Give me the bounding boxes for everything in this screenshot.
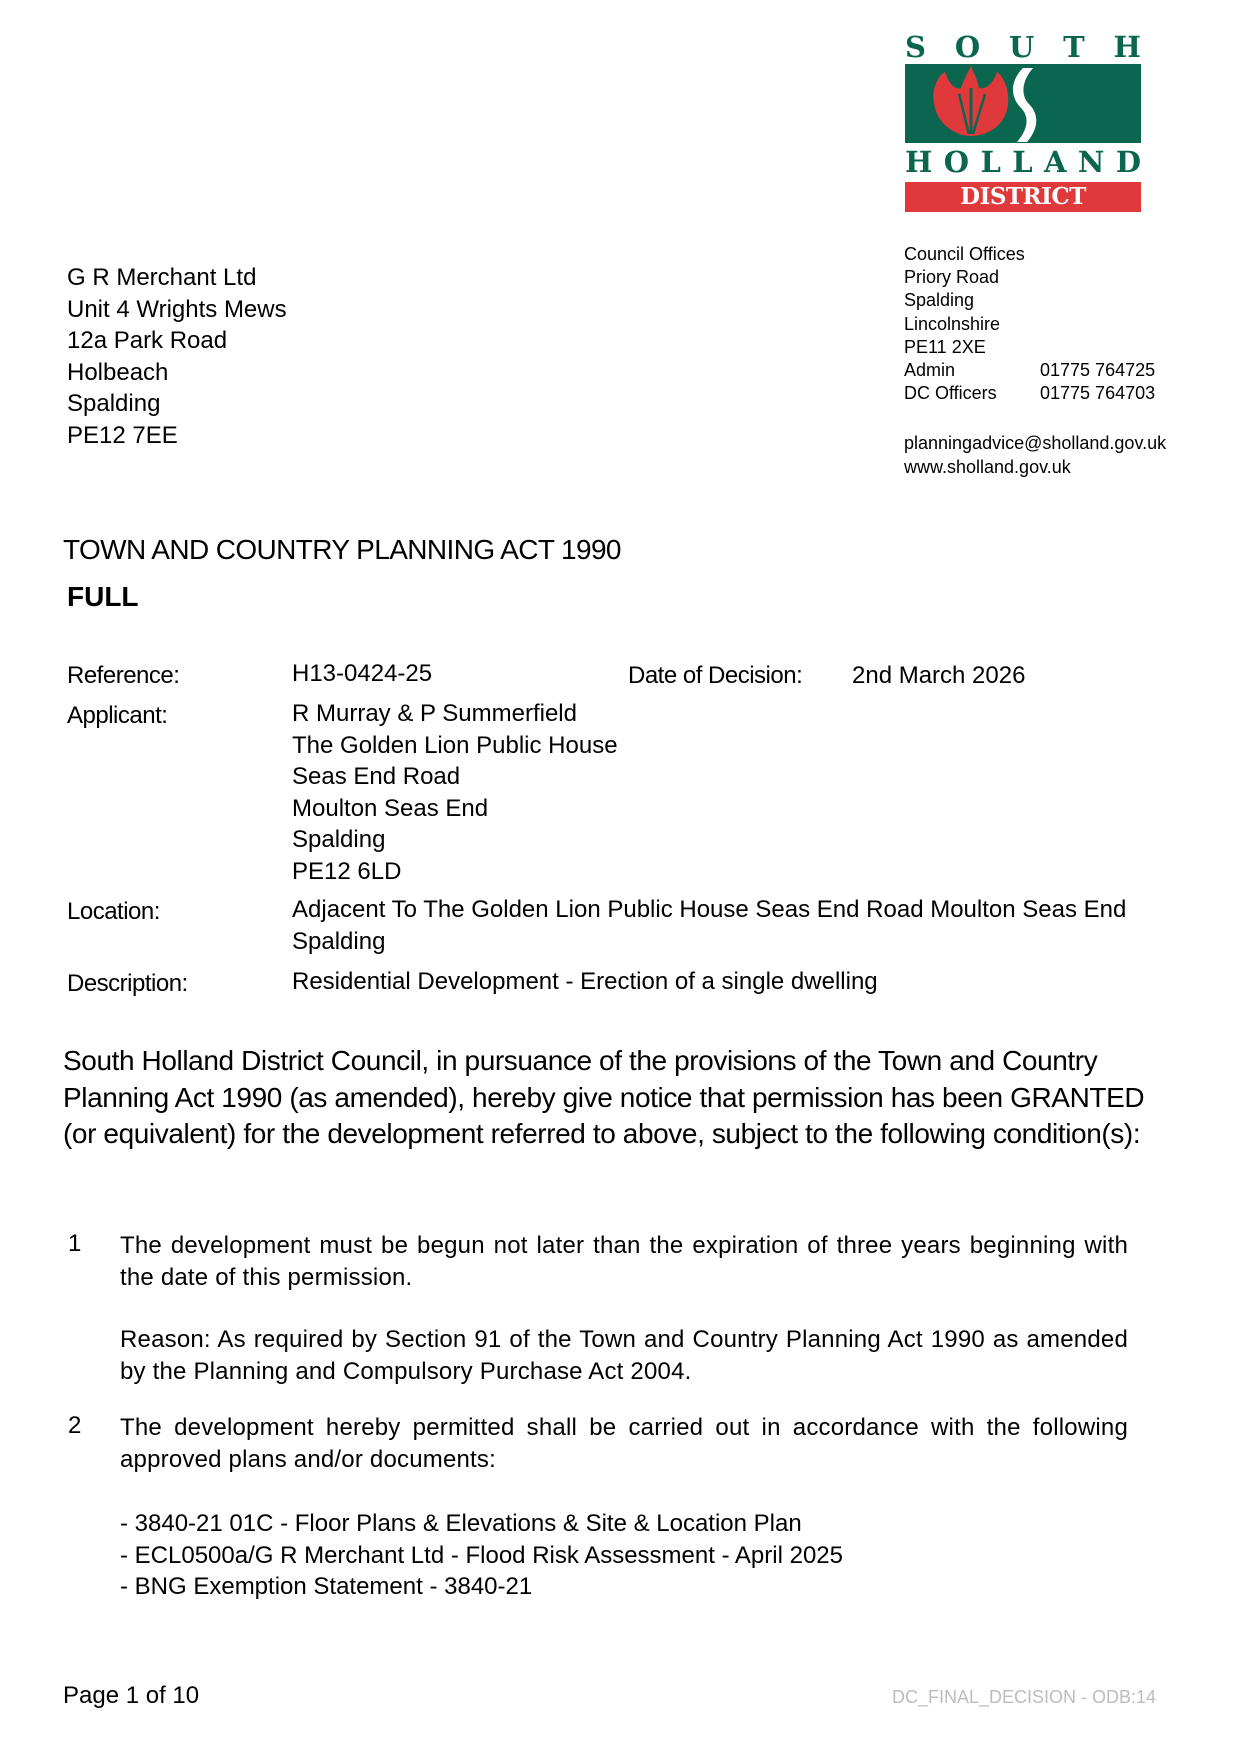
date-value: 2nd March 2026 xyxy=(852,662,1026,689)
phone-label: DC Officers xyxy=(904,383,997,404)
applicant-line: Moulton Seas End xyxy=(292,794,489,822)
document-code: DC_FINAL_DECISION - ODB:14 xyxy=(892,1687,1157,1707)
location-line: Adjacent To The Golden Lion Public House Seas End Road Moulton Seas End xyxy=(292,896,1127,923)
applicant-line: Spalding xyxy=(292,826,386,853)
logo-south-text xyxy=(905,30,1141,64)
logo-letter: L xyxy=(1012,145,1033,179)
reference-value: H13-0424-25 xyxy=(292,660,433,687)
logo-letter: L xyxy=(980,145,1001,179)
grant-notice: South Holland District Council, in pursuance of the provisions of the Town and Country Planning Act 1990 (as amended), hereby give notice that permission has been GRANTED (or equivalent) for the development referred to above, subject to the following condition(s): xyxy=(63,1045,1145,1149)
logo-letter: D xyxy=(1115,145,1141,179)
website-link[interactable]: www.sholland.gov.uk xyxy=(904,456,1071,477)
applicant-line: R Murray & P Summerfield xyxy=(292,700,577,727)
description-label: Description: xyxy=(67,970,188,997)
location-line: Spalding xyxy=(292,927,386,955)
address-line: Priory Road xyxy=(904,267,1000,288)
condition-reason: Reason: As required by Section 91 of the Town and Country Planning Act 1990 as amended by the Planning and Compulsory Purchase Act 2004. xyxy=(120,1326,1128,1385)
logo-letter: T xyxy=(1063,30,1085,64)
recipient-line: 12a Park Road xyxy=(67,327,228,354)
logo-letter: H xyxy=(905,145,933,179)
address-line: Spalding xyxy=(904,290,975,311)
logo-letter: H xyxy=(1113,30,1141,64)
logo-district-council: DISTRICT COUNCIL xyxy=(905,182,1141,212)
location-label: Location: xyxy=(67,898,160,925)
address-line: Lincolnshire xyxy=(904,313,1001,334)
logo-letter: O xyxy=(954,30,981,64)
reference-label: Reference: xyxy=(67,662,180,689)
recipient-line: Unit 4 Wrights Mews xyxy=(67,295,287,323)
tulip-icon xyxy=(905,64,1141,143)
application-type: FULL xyxy=(67,581,139,612)
plan-item: - 3840-21 01C - Floor Plans & Elevations & Site & Location Plan xyxy=(120,1510,802,1537)
logo-letter: N xyxy=(1077,145,1105,179)
recipient-line: Holbeach xyxy=(67,358,169,386)
recipient-line: G R Merchant Ltd xyxy=(67,264,257,291)
date-label: Date of Decision: xyxy=(628,662,803,689)
plan-item: - ECL0500a/G R Merchant Ltd - Flood Risk Assessment - April 2025 xyxy=(120,1541,843,1569)
phone-number: 01775 764725 xyxy=(1040,360,1156,381)
description-value: Residential Development - Erection of a single dwelling xyxy=(292,968,878,995)
applicant-value xyxy=(292,698,618,887)
logo-letter: A xyxy=(1044,145,1067,179)
approved-plans-list xyxy=(120,1508,843,1603)
logo-letter: U xyxy=(1008,30,1035,64)
recipient-line: Spalding xyxy=(67,390,161,417)
phone-row xyxy=(904,359,1166,382)
email-link[interactable]: planningadvice@sholland.gov.uk xyxy=(904,433,1167,454)
act-title: TOWN AND COUNTRY PLANNING ACT 1990 xyxy=(63,534,621,565)
condition-text: The development hereby permitted shall be carried out in accordance with the following approved plans and/or documents: xyxy=(120,1414,1128,1473)
phone-row xyxy=(904,382,1166,405)
logo-holland-text xyxy=(905,145,1141,179)
logo-tulip-band xyxy=(905,64,1141,143)
condition-number: 1 xyxy=(68,1230,82,1257)
logo-letter: S xyxy=(905,30,926,64)
address-line: Council Offices xyxy=(904,244,1025,264)
council-address xyxy=(904,243,1166,479)
applicant-label: Applicant: xyxy=(67,702,168,729)
council-logo xyxy=(905,30,1141,240)
plan-item: - BNG Exemption Statement - 3840-21 xyxy=(120,1573,533,1600)
phone-number: 01775 764703 xyxy=(1040,383,1156,404)
phone-label: Admin xyxy=(904,360,956,381)
location-value xyxy=(292,894,1126,957)
logo-letter: O xyxy=(943,145,970,179)
applicant-line: PE12 6LD xyxy=(292,857,402,885)
applicant-line: The Golden Lion Public House xyxy=(292,731,618,759)
condition-number: 2 xyxy=(68,1412,82,1439)
recipient-address xyxy=(67,262,287,451)
address-line: PE11 2XE xyxy=(904,336,986,357)
recipient-line: PE12 7EE xyxy=(67,421,178,449)
condition-text: The development must be begun not later than the expiration of three years beginning with the date of this permission. xyxy=(120,1232,1128,1291)
page-number: Page 1 of 10 xyxy=(63,1682,200,1709)
applicant-line: Seas End Road xyxy=(292,763,461,790)
